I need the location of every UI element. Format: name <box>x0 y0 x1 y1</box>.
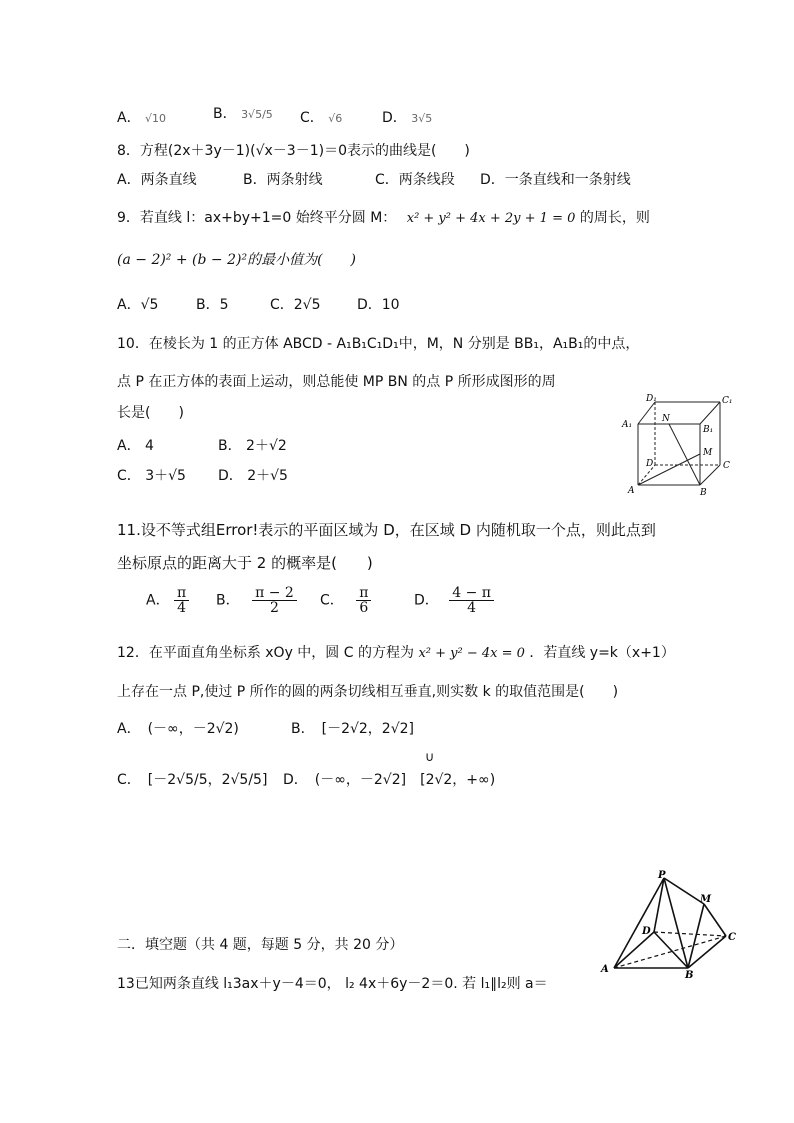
q12-option-a: A． (－∞，－2√2) <box>117 721 239 737</box>
q12-option-b: B． [－2√2，2√2] <box>291 721 414 737</box>
cube-label-b1: B₁ <box>703 425 714 435</box>
q9-option-c: C．2√5 <box>270 297 321 313</box>
cube-label-b: B <box>700 488 707 498</box>
q9-option-a: A．√5 <box>117 297 159 313</box>
q7-option-b: B． 3√5/5 <box>213 106 273 122</box>
section2-title: 二．填空题（共 4 题，每题 5 分，共 20 分） <box>117 937 404 953</box>
pyramid-figure <box>596 868 746 980</box>
pyramid-label-b: B <box>685 970 694 980</box>
q11-option-a: A． $\frac{\pi}{4}$ <box>146 586 189 615</box>
q10-option-c: C． 3＋√5 <box>117 468 186 484</box>
q11-option-d: D． $\frac{4 - \pi}{4}$ <box>414 586 494 615</box>
pyramid-label-p: P <box>658 870 666 881</box>
q8-option-a: A．两条直线 <box>117 172 197 188</box>
cube-label-d: D <box>646 459 654 469</box>
q8-option-d: D．一条直线和一条射线 <box>480 172 631 188</box>
q10-option-a: A． 4 <box>117 438 154 454</box>
q7-option-a: A． √10 <box>117 110 167 126</box>
q10-line2: 点 P 在正方体的表面上运动，则总能使 MP BN 的点 P 所形成图形的周 <box>117 374 556 390</box>
cube-label-c1: C₁ <box>722 396 733 406</box>
pyramid-label-d: D <box>642 926 651 937</box>
pyramid-label-a: A <box>601 964 609 975</box>
q12-circle-equation: x² + y² − 4x = 0 <box>418 646 525 661</box>
q8-option-b: B．两条射线 <box>243 172 323 188</box>
cube-label-m: M <box>703 448 713 458</box>
q12-option-c: C． [－2√5/5，2√5/5] <box>117 772 268 788</box>
q12-option-d: D． (－∞，－2√2] [2√2，+∞) <box>283 772 496 788</box>
q11-option-b: B． $\frac{\pi - 2}{2}$ <box>216 586 297 615</box>
q9-circle-equation: x² + y² + 4x + 2y + 1 = 0 <box>406 211 576 226</box>
pyramid-label-m: M <box>700 894 712 905</box>
q11-line1: 11.设不等式组Error!表示的平面区域为 D，在区域 D 内随机取一个点，则此点到 <box>117 521 656 539</box>
q10-line1: 10．在棱长为 1 的正方体 ABCD - A₁B₁C₁D₁中，M，N 分别是 BB₁，A₁B₁的中点， <box>117 336 640 352</box>
q9-option-b: B．5 <box>196 297 229 313</box>
q12-union-symbol: ∪ <box>425 750 435 765</box>
q11-option-c: C． $\frac{\pi}{6}$ <box>320 586 371 615</box>
q9-line2: (a − 2)² + (b − 2)²的最小值为( ) <box>117 252 357 268</box>
cube-label-d1: D₁ <box>646 394 657 404</box>
q12-line1: 12．在平面直角坐标系 xOy 中，圆 C 的方程为 x² + y² − 4x = 0 ．若直线 y=k（x+1） <box>117 645 675 661</box>
q9-line1: 9．若直线 l：ax+by+1=0 始终平分圆 M： x² + y² + 4x + 2y + 1 = 0 的周长，则 <box>117 210 650 226</box>
q7-option-d: D． 3√5 <box>382 110 433 126</box>
q11-line2: 坐标原点的距离大于 2 的概率是( ) <box>117 554 373 572</box>
q12-line2: 上存在一点 P,使过 P 所作的圆的两条切线相互垂直,则实数 k 的取值范围是( ) <box>117 684 619 700</box>
q9-option-d: D．10 <box>357 297 400 313</box>
q7-option-c: C． √6 <box>300 110 343 126</box>
cube-label-a1: A₁ <box>622 420 633 430</box>
cube-figure <box>620 392 770 502</box>
q8-stem: 8．方程(2x＋3y－1)(√x－3－1)＝0表示的曲线是( ) <box>117 143 470 159</box>
q10-line3: 长是( ) <box>117 405 184 421</box>
q13-stem: 13已知两条直线 l₁3ax＋y－4＝0， l₂ 4x＋6y－2＝0. 若 l₁∥l₂则 a＝ <box>117 976 548 992</box>
pyramid-label-c: C <box>728 932 736 943</box>
q10-option-d: D． 2＋√5 <box>218 468 288 484</box>
cube-label-a: A <box>628 486 635 496</box>
cube-label-c: C <box>723 461 730 471</box>
q8-option-c: C．两条线段 <box>375 172 455 188</box>
cube-label-n: N <box>662 414 670 424</box>
q10-option-b: B． 2＋√2 <box>218 438 287 454</box>
